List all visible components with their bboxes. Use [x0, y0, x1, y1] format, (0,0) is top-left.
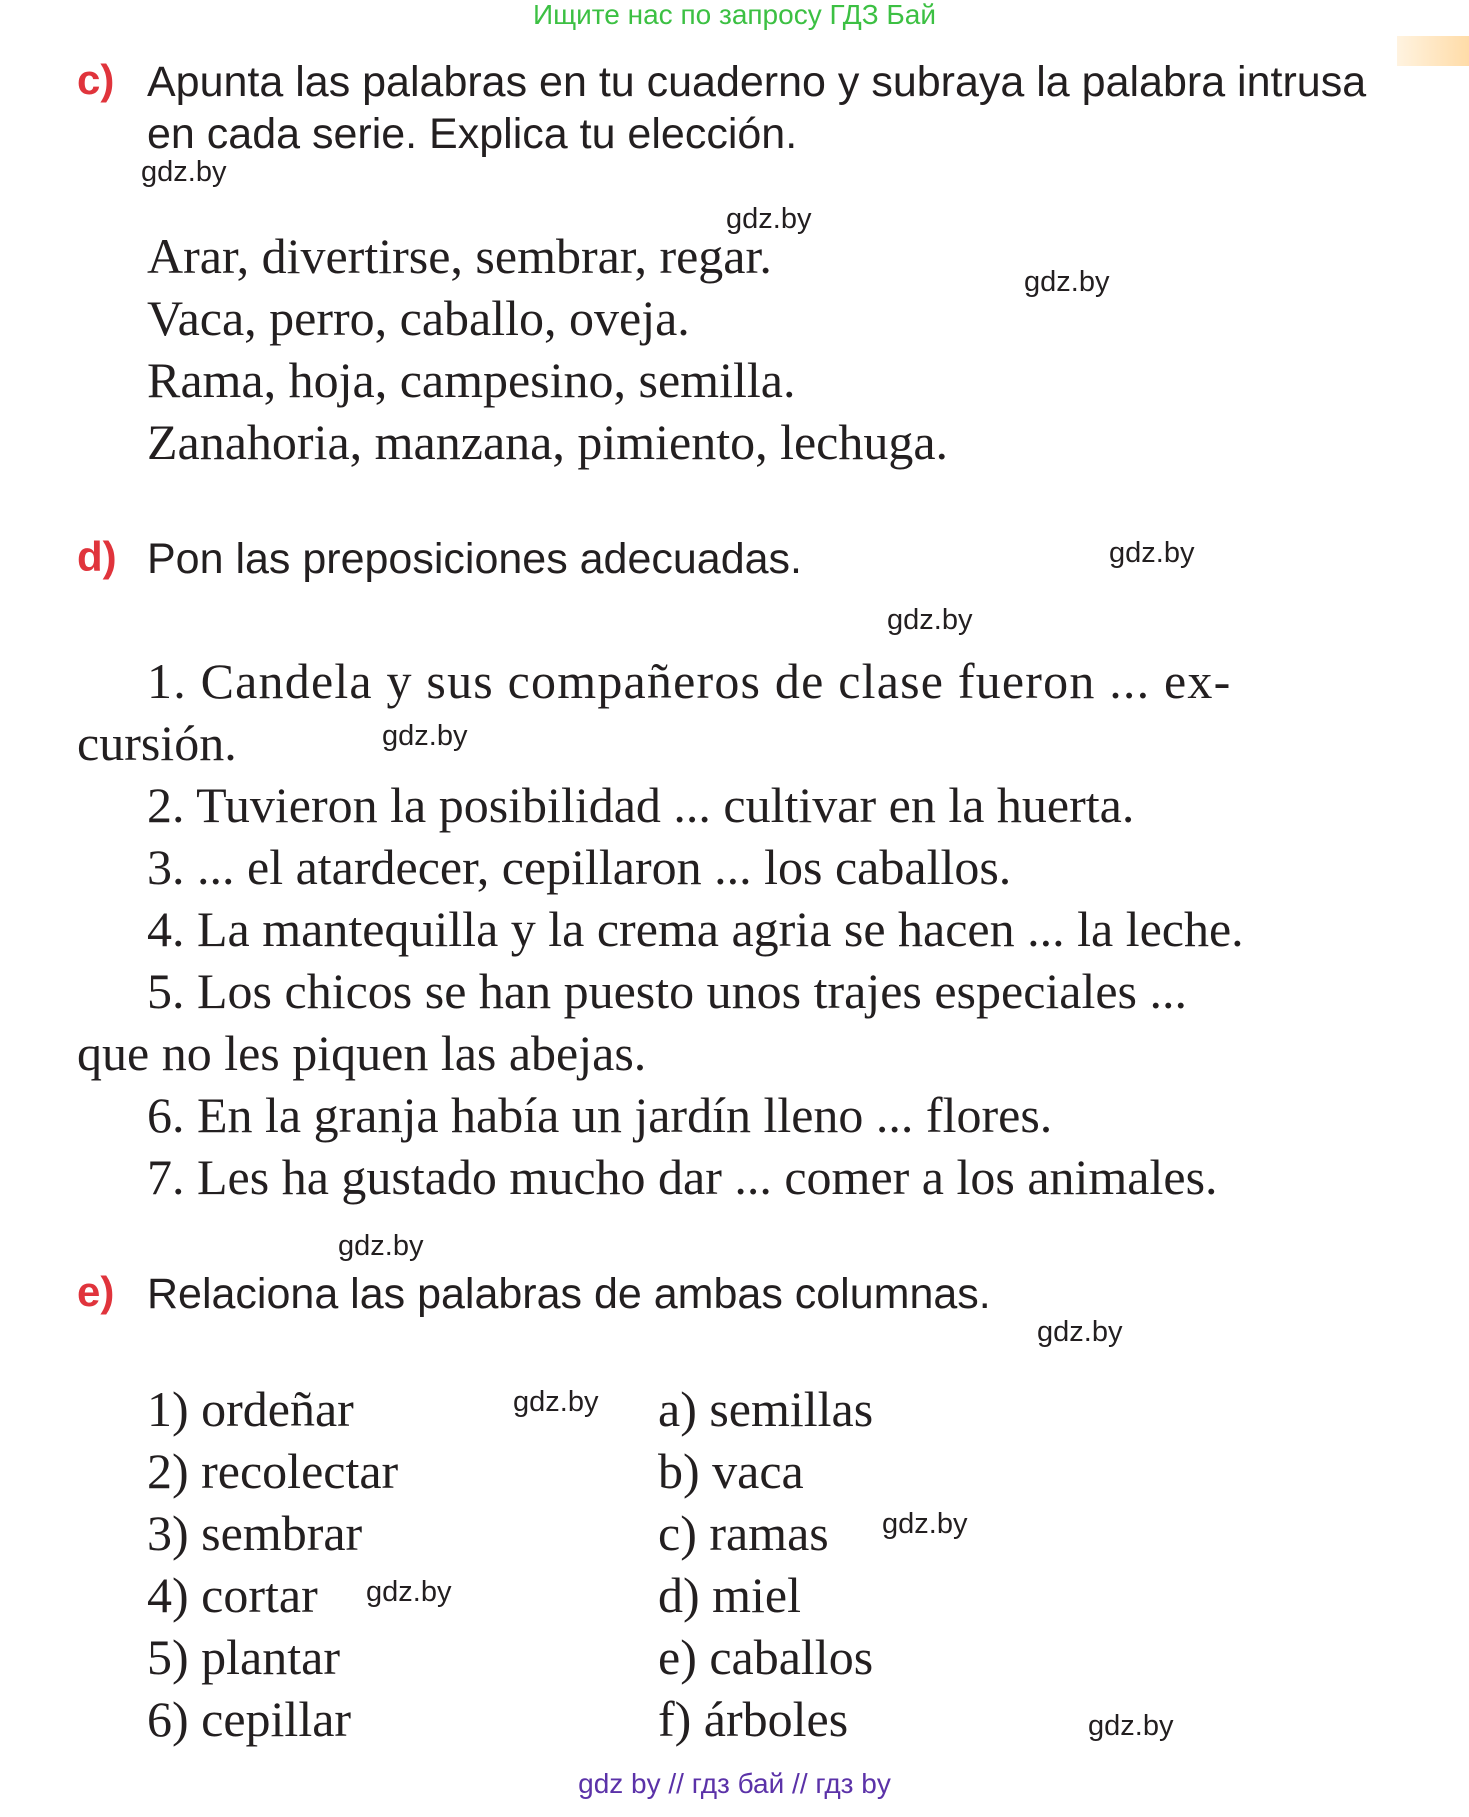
left-column-item: 6) cepillar [147, 1691, 352, 1747]
watermark: gdz.by [338, 1230, 424, 1262]
sentence-line: 5. Los chicos se han puesto unos trajes especiales ... [147, 963, 1188, 1019]
right-column-item: f) árboles [658, 1691, 849, 1747]
task-e-instruction: Relaciona las palabras de ambas columnas. [147, 1270, 991, 1318]
sentence-line: 1. Candela y sus compañeros de clase fueron ... ex- [147, 653, 1232, 709]
watermark: gdz.by [1024, 266, 1110, 298]
task-c-letter: c) [77, 56, 115, 103]
page-corner-tab [1397, 36, 1469, 66]
footer-links: gdz by // гдз бай // гдз by [578, 1768, 891, 1799]
watermark: gdz.by [1109, 537, 1195, 569]
left-column-item: 5) plantar [147, 1629, 340, 1685]
sentence-line: 3. ... el atardecer, cepillaron ... los caballos. [147, 839, 1012, 895]
series-item: Rama, hoja, campesino, semilla. [147, 352, 796, 408]
top-banner: Ищите нас по запросу ГДЗ Бай [532, 0, 937, 30]
sentence-line: 2. Tuvieron la posibilidad ... cultivar en la huerta. [147, 777, 1135, 833]
left-column-item: 1) ordeñar [147, 1381, 354, 1437]
watermark: gdz.by [366, 1576, 452, 1608]
watermark: gdz.by [141, 156, 227, 188]
sentence-line: cursión. [77, 715, 237, 771]
watermark: gdz.by [887, 604, 973, 636]
watermark: gdz.by [513, 1386, 599, 1418]
right-column-item: d) miel [658, 1567, 802, 1623]
sentence-line: 7. Les ha gustado mucho dar ... comer a los animales. [147, 1149, 1218, 1205]
sentence-line: que no les piquen las abejas. [77, 1025, 647, 1081]
watermark: gdz.by [1037, 1316, 1123, 1348]
watermark: gdz.by [1088, 1710, 1174, 1742]
right-column-item: a) semillas [658, 1381, 874, 1437]
sentence-line: 6. En la granja había un jardín lleno ... flores. [147, 1087, 1053, 1143]
right-column-item: c) ramas [658, 1505, 829, 1561]
series-item: Arar, divertirse, sembrar, regar. [147, 228, 772, 284]
series-item: Vaca, perro, caballo, oveja. [147, 290, 690, 346]
task-d-letter: d) [77, 533, 117, 580]
task-c-instruction-line1: Apunta las palabras en tu cuaderno y subraya la palabra intrusa [147, 58, 1367, 106]
right-column-item: e) caballos [658, 1629, 874, 1685]
watermark: gdz.by [726, 203, 812, 235]
sentence-line: 4. La mantequilla y la crema agria se hacen ... la leche. [147, 901, 1244, 957]
left-column-item: 2) recolectar [147, 1443, 399, 1499]
task-c-instruction-line2: en cada serie. Explica tu elección. [147, 110, 798, 158]
task-e-letter: e) [77, 1268, 115, 1315]
watermark: gdz.by [382, 720, 468, 752]
task-d-instruction: Pon las preposiciones adecuadas. [147, 535, 802, 583]
left-column-item: 3) sembrar [147, 1505, 363, 1561]
left-column-item: 4) cortar [147, 1567, 318, 1623]
watermark: gdz.by [882, 1508, 968, 1540]
series-item: Zanahoria, manzana, pimiento, lechuga. [147, 414, 949, 470]
right-column-item: b) vaca [658, 1443, 804, 1499]
